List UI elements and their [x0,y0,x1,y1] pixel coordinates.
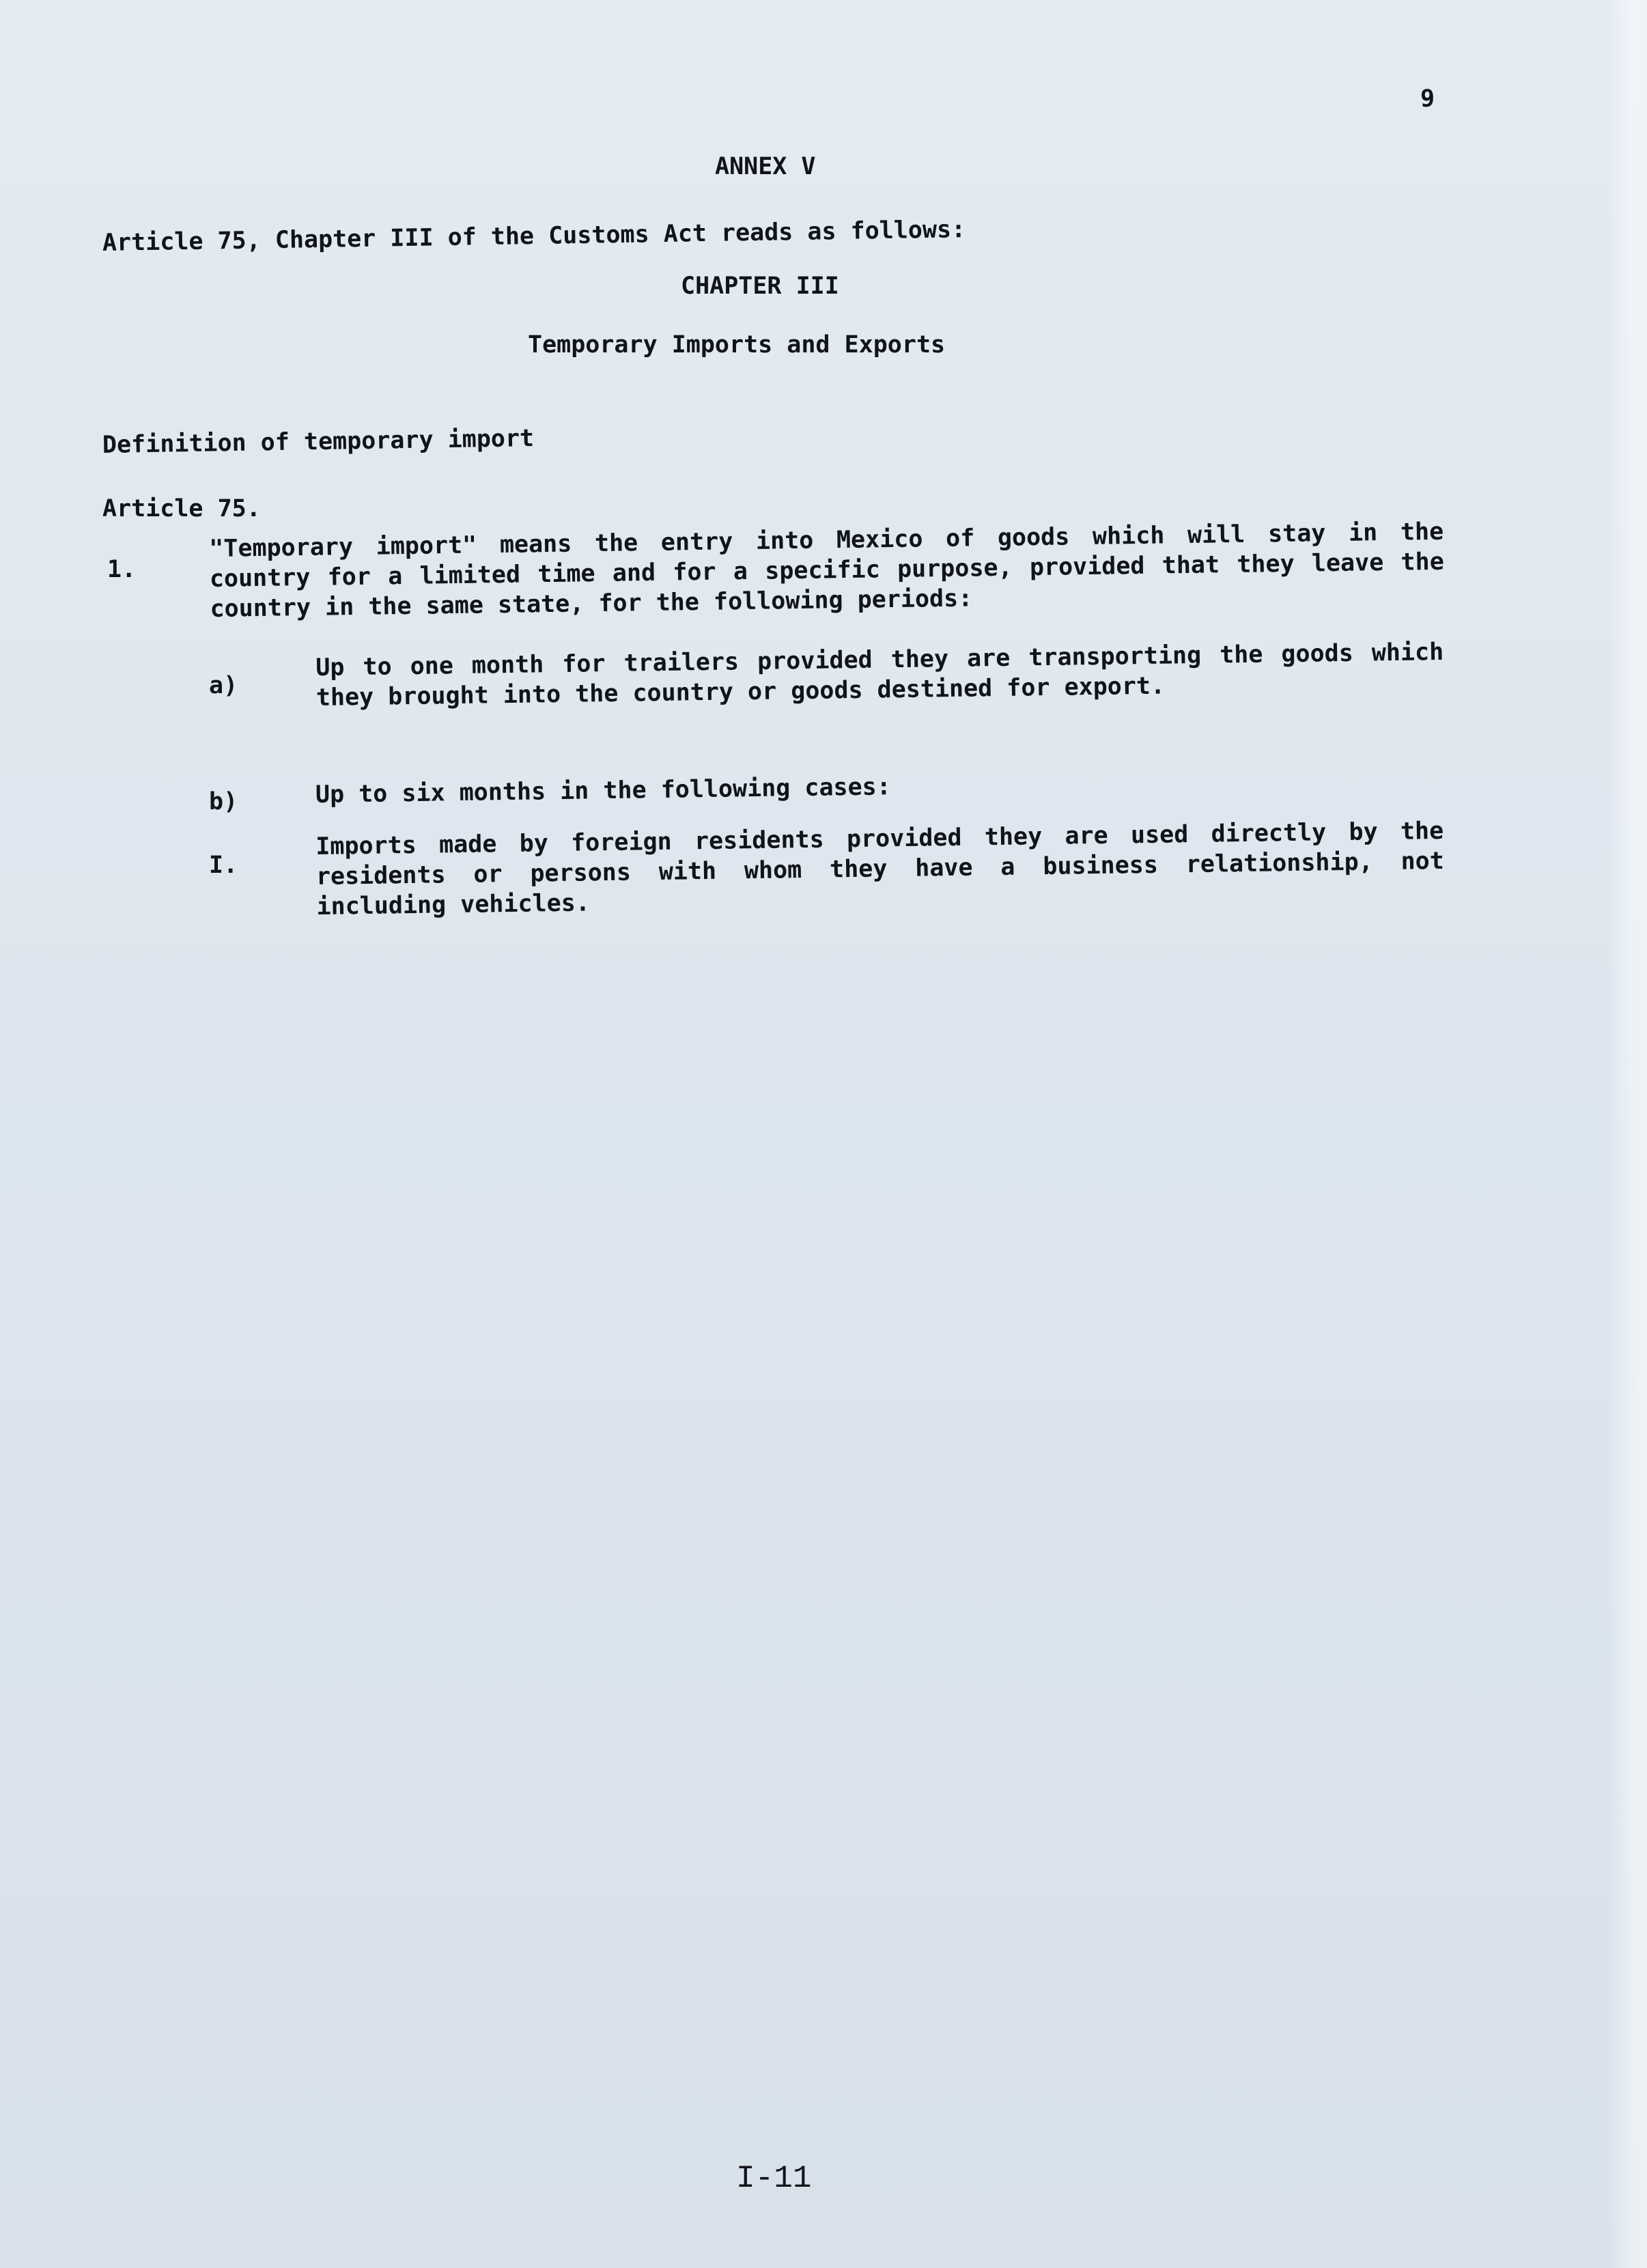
item-1-marker: 1. [107,556,137,583]
item-a-text: Up to one month for trailers provided they are transporting the goods which they brought into the country or goods destined for export. [315,638,1444,712]
section-heading: Definition of temporary import [102,425,535,459]
item-b-marker: b) [209,788,238,815]
item-I-marker: I. [209,852,238,879]
item-b-text: Up to six months in the following cases: [315,773,892,809]
annex-title: ANNEX V [715,153,816,180]
footer-page-number: I-11 [736,2161,812,2196]
page-number: 9 [1420,85,1435,113]
item-1-text: "Temporary import" means the entry into Mexico of goods which will stay in the country for a limited time and for a specific purpose, provided that they leave the country in the same state, for the following periods: [209,518,1445,623]
page-edge-shading [1606,0,1647,2268]
item-a-marker: a) [209,672,238,699]
chapter-title: CHAPTER III [681,272,839,300]
item-I-text: Imports made by foreign residents provided they are used directly by the residents or persons with whom they have a business relationship, not including vehicles. [315,817,1445,921]
article-heading: Article 75. [102,495,261,522]
chapter-subtitle: Temporary Imports and Exports [528,331,946,359]
intro-sentence: Article 75, Chapter III of the Customs Act reads as follows: [102,216,966,257]
